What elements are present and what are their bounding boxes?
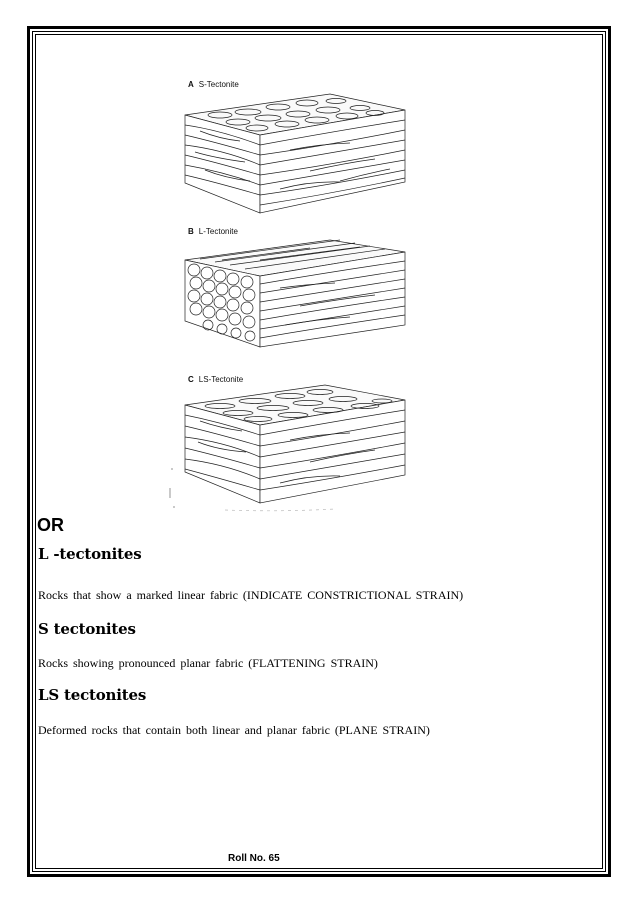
tectonite-figure (160, 70, 430, 515)
ls-tectonites-description: Deformed rocks that contain both linear and planar fabric (PLANE STRAIN) (38, 723, 430, 737)
figure-label-c: C LS-Tectonite (188, 375, 244, 384)
roll-number-footer: Roll No. 65 (228, 853, 280, 864)
figure-label-a: A S-Tectonite (188, 80, 239, 89)
figure-label-b: B L-Tectonite (188, 227, 238, 236)
l-tectonites-description: Rocks that show a marked linear fabric (INDICATE CONSTRICTIONAL STRAIN) (38, 588, 464, 602)
ls-tectonite-block (185, 385, 405, 503)
l-tectonite-block (185, 240, 405, 347)
ls-tectonites-heading: LS tectonites (38, 686, 147, 704)
l-tectonites-heading: L -tectonites (38, 545, 142, 563)
s-tectonites-description: Rocks showing pronounced planar fabric (FLATTENING STRAIN) (38, 656, 378, 670)
tectonite-block-diagrams (160, 70, 430, 515)
s-tectonites-heading: S tectonites (38, 620, 136, 638)
s-tectonite-block (185, 94, 405, 213)
or-label: OR (37, 515, 64, 535)
